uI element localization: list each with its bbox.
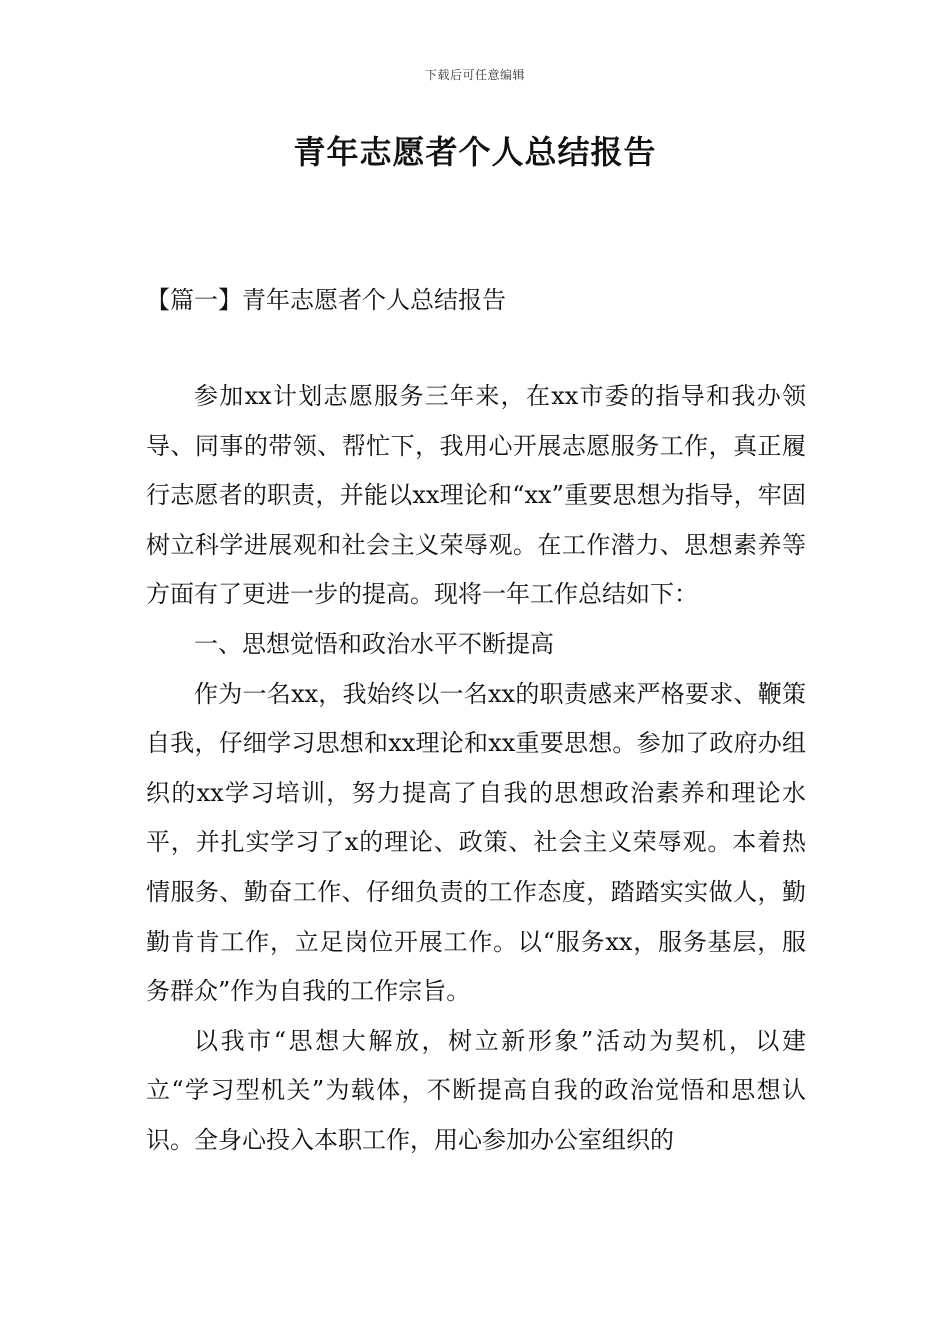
paragraph-intro: 参加xx计划志愿服务三年来，在xx市委的指导和我办领导、同事的带领、帮忙下，我用心开展志愿服务工作，真正履行志愿者的职责，并能以xx理论和“xx”重要思想为指导，牢固树立科学进展观和社会主义荣辱观。在工作潜力、思想素养等方面有了更进一步的提高。现将一年工作总结如下：	[146, 382, 806, 609]
paragraph-two: 作为一名xx，我始终以一名xx的职责感来严格要求、鞭策自我，仔细学习思想和xx理论和xx重要思想。参加了政府办组织的xx学习培训，努力提高了自我的思想政治素养和理论水平，并扎实学习了x的理论、政策、社会主义荣辱观。本着热情服务、勤奋工作、仔细负责的工作态度，踏踏实实做人，勤勤肯肯工作，立足岗位开展工作。以“服务xx，服务基层，服务群众”作为自我的工作宗旨。	[146, 679, 806, 1006]
section-heading: 【篇一】青年志愿者个人总结报告	[146, 286, 506, 314]
document-title: 青年志愿者个人总结报告	[293, 133, 657, 171]
paragraph-three: 以我市“思想大解放，树立新形象”活动为契机，以建立“学习型机关”为载体，不断提高自我的政治觉悟和思想认识。全身心投入本职工作，用心参加办公室组织的	[146, 1026, 806, 1154]
header-note: 下载后可任意编辑	[424, 68, 525, 82]
subheading-one: 一、思想觉悟和政治水平不断提高	[194, 629, 554, 658]
document-body	[146, 372, 806, 1166]
